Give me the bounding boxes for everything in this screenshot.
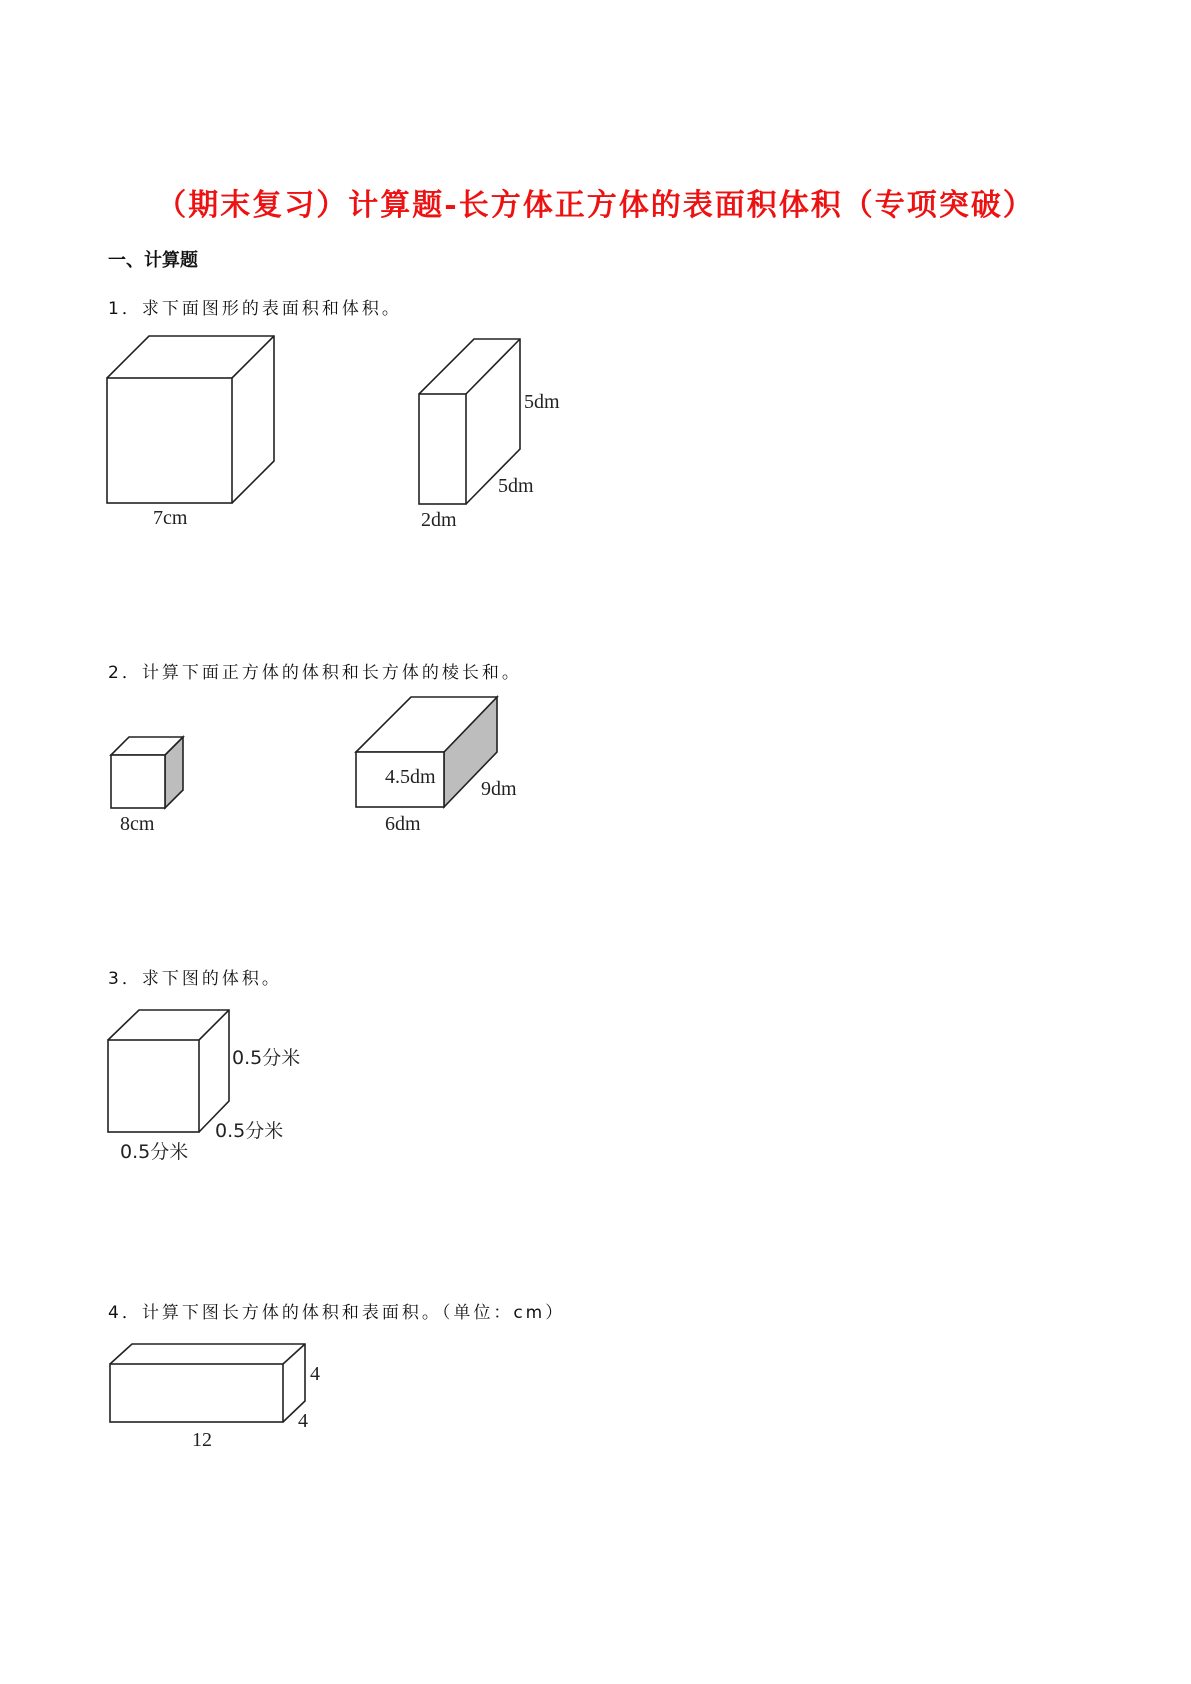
section-heading: 一、计算题 — [108, 250, 198, 271]
cube-height-label: 0.5分米 — [232, 1047, 301, 1069]
cuboid-height-label: 4.5dm — [385, 766, 436, 788]
question-text: 计算下面正方体的体积和长方体的棱长和。 — [141, 663, 522, 683]
cuboid-width-label: 4 — [298, 1410, 308, 1432]
cuboid-height-label: 5dm — [524, 391, 560, 413]
cuboid-width-label: 5dm — [498, 475, 534, 497]
long-cuboid-figure — [110, 1344, 305, 1422]
cube-length-label: 0.5分米 — [120, 1141, 189, 1163]
question-number: 2． — [108, 663, 142, 683]
cube-edge-label: 8cm — [120, 813, 155, 835]
question-number: 1． — [108, 299, 142, 319]
cube-width-label: 0.5分米 — [215, 1120, 284, 1142]
question-text: 求下图的体积。 — [141, 969, 282, 989]
cuboid-width-label: 9dm — [481, 778, 517, 800]
document-title: （期末复习）计算题-长方体正方体的表面积体积（专项突破） — [156, 188, 1035, 223]
question-number: 3． — [108, 969, 142, 989]
question-text: 求下面图形的表面积和体积。 — [141, 299, 402, 319]
cuboid-length-label: 12 — [192, 1429, 212, 1451]
cuboid-length-label: 2dm — [421, 509, 457, 531]
cube-edge-label: 7cm — [153, 507, 188, 529]
cuboid-length-label: 6dm — [385, 813, 421, 835]
question-number: 4． — [108, 1303, 142, 1323]
question-text: 计算下图长方体的体积和表面积。（单位：cm） — [141, 1303, 566, 1323]
cuboid-height-label: 4 — [310, 1363, 320, 1385]
